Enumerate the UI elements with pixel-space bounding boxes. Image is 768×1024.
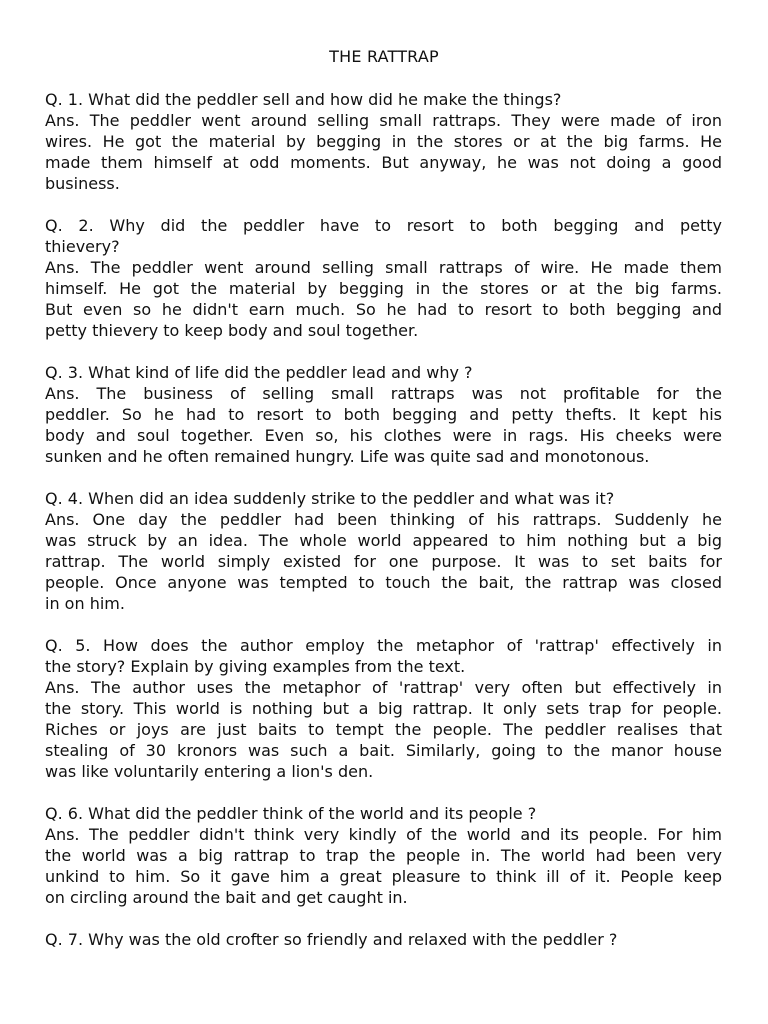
text-line: Ans. The peddler didn't think very kindly of the world and its people. For him [45,825,722,844]
text-line: Q. 4. When did an idea suddenly strike to the peddler and what was it? [45,489,615,508]
text-line: the story. This world is nothing but a big rattrap. It only sets trap for people. [45,699,722,718]
text-line: Ans. The business of selling small rattraps was not profitable for the [45,384,722,403]
qa-block [45,488,722,614]
text-line: thievery? [45,237,120,256]
text-line: sunken and he often remained hungry. Life was quite sad and monotonous. [45,447,650,466]
qa-block [45,929,722,950]
text-line: Ans. The peddler went around selling small rattraps of wire. He made them [45,258,722,277]
text-line: was struck by an idea. The whole world appeared to him nothing but a big [45,531,722,550]
text-line: on circling around the bait and get caught in. [45,888,408,907]
text-line: stealing of 30 kronors was such a bait. Similarly, going to the manor house [45,741,722,760]
text-line: business. [45,174,120,193]
text-line: rattrap. The world simply existed for one purpose. It was to set baits for [45,552,722,571]
text-line: the world was a big rattrap to trap the people in. The world had been very [45,846,722,865]
text-line: unkind to him. So it gave him a great pleasure to think ill of it. People keep [45,867,722,886]
qa-block [45,803,722,908]
text-line: himself. He got the material by begging in the stores or at the big farms. [45,279,722,298]
text-line: Q. 7. Why was the old crofter so friendly and relaxed with the peddler ? [45,930,618,949]
text-line: Riches or joys are just baits to tempt the people. The peddler realises that [45,720,722,739]
text-line: Q. 5. How does the author employ the metaphor of 'rattrap' effectively in [45,636,722,655]
qa-block [45,89,722,194]
qa-block [45,635,722,782]
text-line: Q. 1. What did the peddler sell and how did he make the things? [45,90,562,109]
document-title: THE RATTRAP [329,47,439,66]
text-line: Ans. One day the peddler had been thinking of his rattraps. Suddenly he [45,510,722,529]
text-line: in on him. [45,594,125,613]
qa-block [45,362,722,467]
text-line: Q. 3. What kind of life did the peddler lead and why ? [45,363,473,382]
text-line: peddler. So he had to resort to both begging and petty thefts. It kept his [45,405,722,424]
text-line: Q. 2. Why did the peddler have to resort to both begging and petty [45,216,722,235]
qa-block [45,215,722,341]
text-line: wires. He got the material by begging in the stores or at the big farms. He [45,132,722,151]
text-line: made them himself at odd moments. But anyway, he was not doing a good [45,153,722,172]
text-line: Ans. The peddler went around selling small rattraps. They were made of iron [45,111,722,130]
text-line: the story? Explain by giving examples from the text. [45,657,466,676]
text-line: was like voluntarily entering a lion's den. [45,762,374,781]
text-line: Q. 6. What did the peddler think of the world and its people ? [45,804,537,823]
text-line: petty thievery to keep body and soul together. [45,321,419,340]
document-body [45,89,722,971]
text-line: But even so he didn't earn much. So he had to resort to both begging and [45,300,722,319]
text-line: Ans. The author uses the metaphor of 'rattrap' very often but effectively in [45,678,722,697]
text-line: people. Once anyone was tempted to touch the bait, the rattrap was closed [45,573,722,592]
text-line: body and soul together. Even so, his clothes were in rags. His cheeks were [45,426,722,445]
